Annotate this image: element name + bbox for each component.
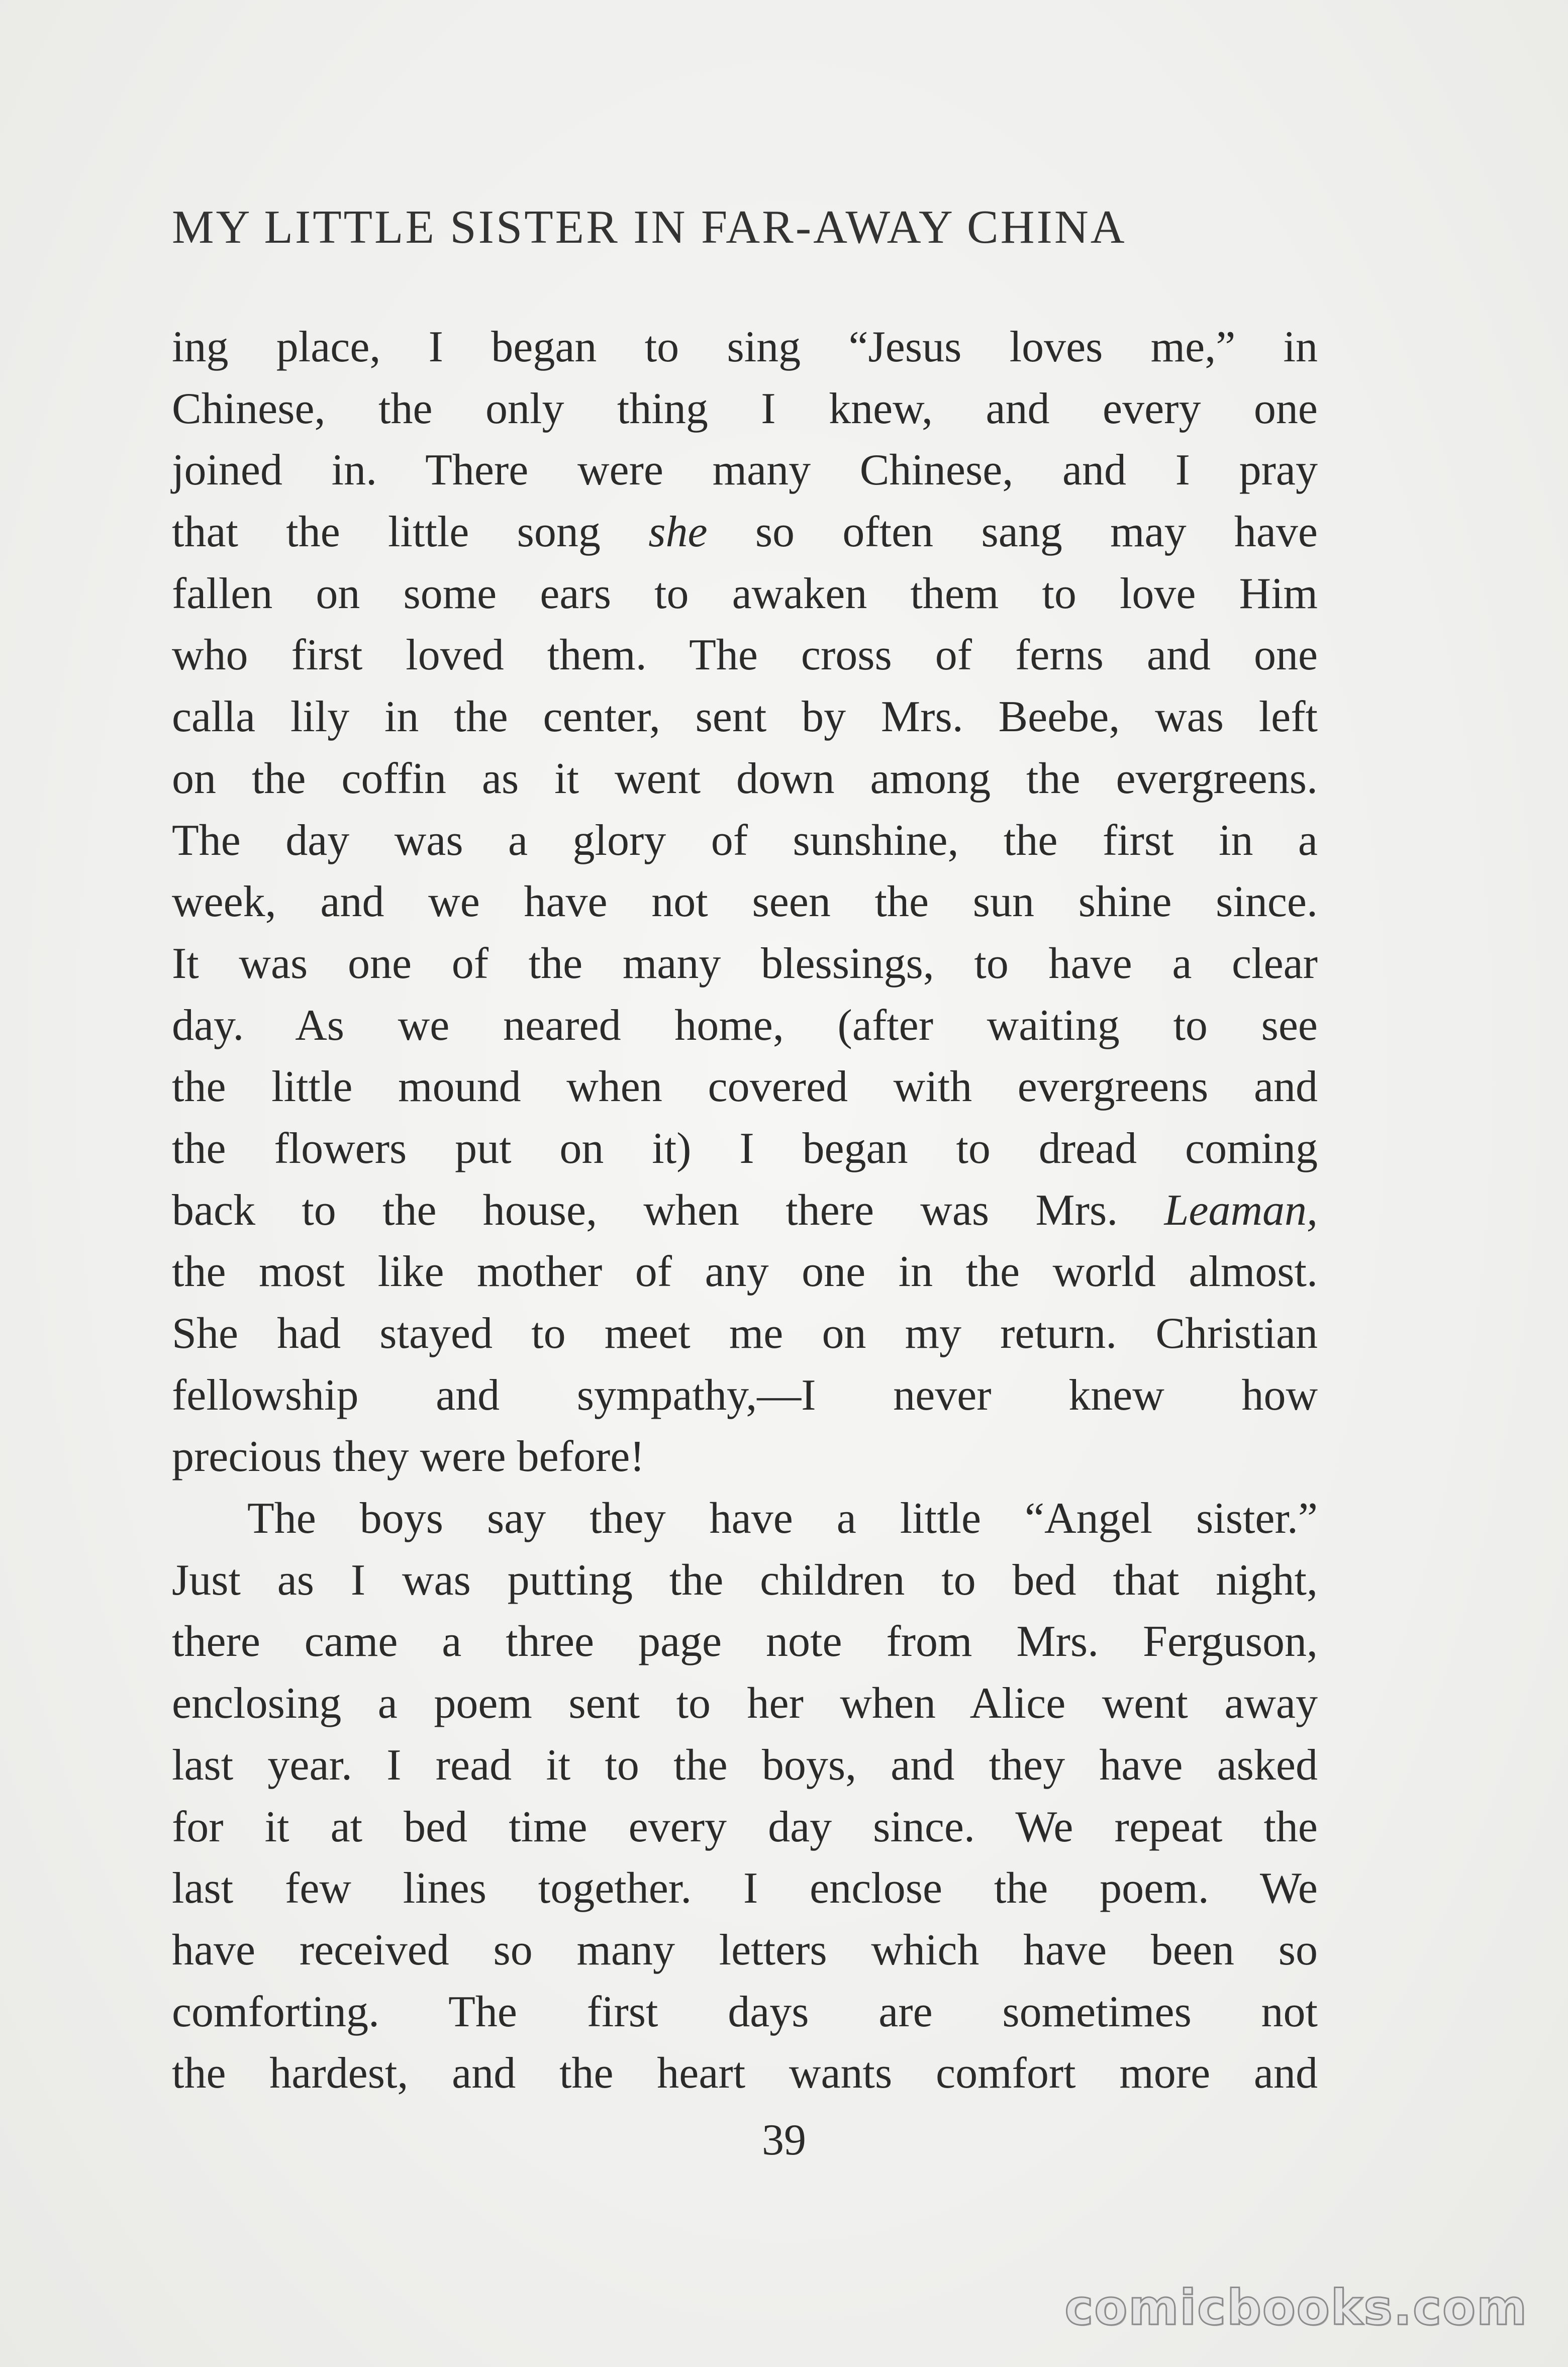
text-line: precious they were before! [172,1432,645,1482]
text-line: last year. I read it to the boys, and they have asked [172,1740,1318,1790]
text-line: The day was a glory of sunshine, the first in a [172,816,1318,865]
text-line [172,502,1318,563]
text-line: joined in. There were many Chinese, and I pray [172,446,1318,495]
text-line: have received so many letters which have been so [172,1925,1318,1975]
text-line: The boys say they have a little “Angel sister.” [247,1494,1318,1543]
text-segment: that the little song [172,508,649,557]
italic-word: Leaman, [1164,1186,1318,1235]
text-line: week, and we have not seen the sun shine since. [172,877,1318,927]
text-line: She had stayed to meet me on my return. Christian [172,1309,1318,1358]
text-line: last few lines together. I enclose the poem. We [172,1864,1318,1913]
text-line [172,1180,1318,1242]
text-line: Just as I was putting the children to bed that night, [172,1555,1318,1605]
text-line: enclosing a poem sent to her when Alice went away [172,1679,1318,1728]
text-line: the most like mother of any one in the world almost. [172,1247,1318,1297]
text-line: day. As we neared home, (after waiting to see [172,1001,1318,1050]
text-line: the flowers put on it) I began to dread coming [172,1124,1318,1173]
text-line: comforting. The first days are sometimes not [172,1987,1318,2036]
text-line: who first loved them. The cross of ferns and one [172,631,1318,680]
text-line: ing place, I began to sing “Jesus loves me,” in [172,323,1318,371]
text-line: the hardest, and the heart wants comfort more and [172,2049,1318,2098]
text-line: Chinese, the only thing I knew, and every one [172,384,1318,433]
text-line: calla lily in the center, sent by Mrs. Beebe, was left [172,693,1318,742]
text-line: on the coffin as it went down among the evergreens. [172,754,1318,803]
text-line: fellowship and sympathy,—I never knew how [172,1370,1318,1420]
page-number: 39 [762,2116,806,2164]
italic-word: she [648,508,708,557]
watermark: comicbooks.com [1064,2280,1528,2336]
text-line: for it at bed time every day since. We repeat the [172,1802,1318,1851]
text-line: there came a three page note from Mrs. Ferguson, [172,1617,1318,1666]
text-segment: back to the house, when there was Mrs. [172,1186,1164,1235]
body-text [172,317,1318,2105]
running-head: MY LITTLE SISTER IN FAR-AWAY CHINA [172,201,1127,253]
text-line: It was one of the many blessings, to have a clear [172,939,1318,988]
text-line: fallen on some ears to awaken them to love Him [172,569,1318,618]
text-line: the little mound when covered with evergreens and [172,1062,1318,1112]
text-segment: so often sang may have [707,508,1318,557]
